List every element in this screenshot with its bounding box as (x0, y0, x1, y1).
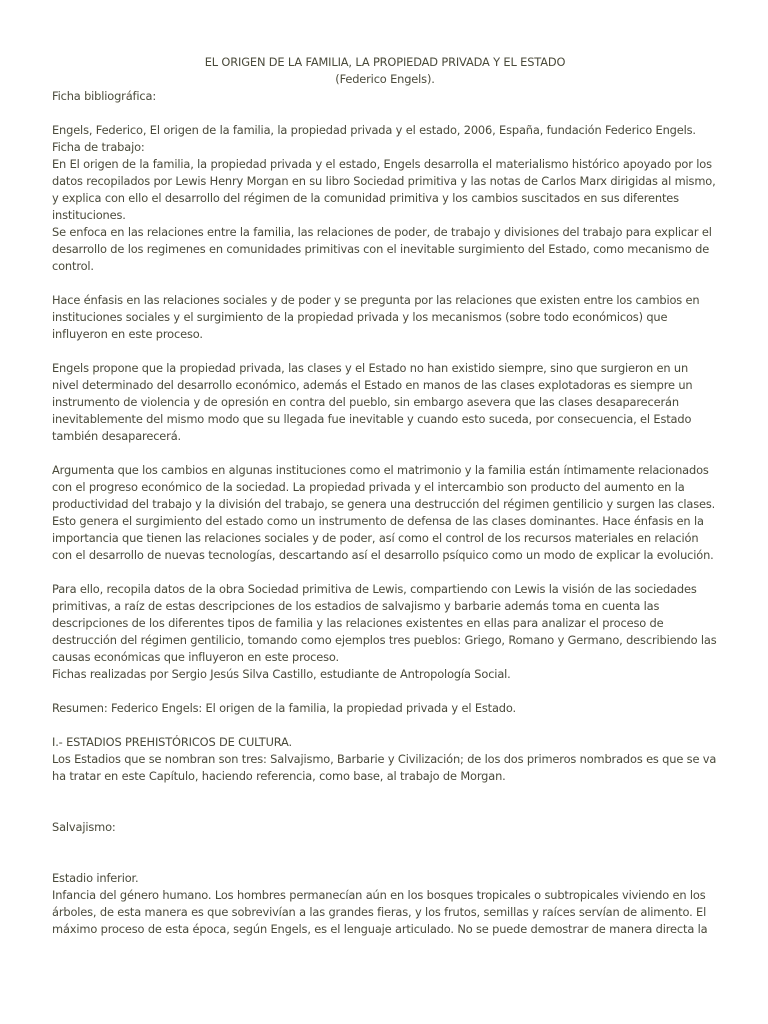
ficha-trabajo-label: Ficha de trabajo: (52, 140, 145, 154)
paragraph-2: Se enfoca en las relaciones entre la familia, las relaciones de poder, de trabajo y divisiones del trabajo para explicar el desarrollo de los regimenes en comunidades primitivas con el inevitable surgimiento del Estado, como mecanismo de control. (52, 225, 712, 273)
document-page (52, 54, 718, 938)
resumen-line: Resumen: Federico Engels: El origen de la familia, la propiedad privada y el Estado. (52, 701, 516, 715)
paragraph-3: Hace énfasis en las relaciones sociales y de poder y se pregunta por las relaciones que existen entre los cambios en instituciones sociales y el surgimiento de la propiedad privada y los mecanismos (sobre todo económicos) que influyeron en este proceso. (52, 293, 700, 341)
paragraph-1: En El origen de la familia, la propiedad privada y el estado, Engels desarrolla el materialismo histórico apoyado por los datos recopilados por Lewis Henry Morgan en su libro Sociedad primitiva y las notas de Carlos Marx dirigidas al mismo, y explica con ello el desarrollo del régimen de la comunidad primitiva y los cambios suscitados en sus diferentes instituciones. (52, 157, 716, 222)
ficha-bibliografica-text: Engels, Federico, El origen de la familia, la propiedad privada y el estado, 2006, España, fundación Federico Engels. (52, 123, 696, 137)
estadio-inferior-heading: Estadio inferior. (52, 871, 139, 885)
document-author: (Federico Engels). (335, 72, 435, 86)
estadio-inferior-text: Infancia del género humano. Los hombres permanecían aún en los bosques tropicales o subtropicales viviendo en los árboles, de esta manera es que sobrevivían a las grandes fieras, y los frutos, semillas y raíces servían de alimento. El máximo proceso de esta época, según Engels, es el lenguaje articulado. No se puede demostrar de manera directa la (52, 888, 708, 936)
paragraph-5: Argumenta que los cambios en algunas instituciones como el matrimonio y la familia están íntimamente relacionados con el progreso económico de la sociedad. La propiedad privada y el intercambio son producto del aumento en la productividad del trabajo y la división del trabajo, se genera una destrucción del régimen gentilicio y surgen las clases. Esto genera el surgimiento del estado como un instrumento de defensa de las clases dominantes. Hace énfasis en la importancia que tienen las relaciones sociales y de poder, así como el control de los recursos materiales en relación con el desarrollo de nuevas tecnologías, descartando así el desarrollo psíquico como un modo de explicar la evolución. (52, 463, 716, 562)
paragraph-6: Para ello, recopila datos de la obra Sociedad primitiva de Lewis, compartiendo con Lewis la visión de las sociedades primitivas, a raíz de estas descripciones de los estadios de salvajismo y barbarie además toma en cuenta las descripciones de los diferentes tipos de familia y las relaciones existentes en ellas para analizar el proceso de destrucción del régimen gentilicio, tomando como ejemplos tres pueblos: Griego, Romano y Germano, describiendo las causas económicas que influyeron en este proceso. (52, 582, 717, 664)
document-title: EL ORIGEN DE LA FAMILIA, LA PROPIEDAD PRIVADA Y EL ESTADO (204, 55, 566, 69)
salvajismo-heading: Salvajismo: (52, 820, 116, 834)
section-text: Los Estadios que se nombran son tres: Salvajismo, Barbarie y Civilización; de los dos primeros nombrados es que se va ha tratar en este Capítulo, haciendo referencia, como base, al trabajo de Morgan. (52, 752, 717, 783)
ficha-bibliografica-label: Ficha bibliográfica: (52, 89, 157, 103)
section-heading: I.- ESTADIOS PREHISTÓRICOS DE CULTURA. (52, 735, 292, 749)
credits-line: Fichas realizadas por Sergio Jesús Silva Castillo, estudiante de Antropología Social. (52, 667, 511, 681)
paragraph-4: Engels propone que la propiedad privada, las clases y el Estado no han existido siempre, sino que surgieron en un nivel determinado del desarrollo económico, además el Estado en manos de las clases explotadoras es siempre un instrumento de violencia y de opresión en contra del pueblo, sin embargo asevera que las clases desaparecerán inevitablemente del mismo modo que su llegada fue inevitable y cuando esto suceda, por consecuencia, el Estado también desaparecerá. (52, 361, 693, 443)
